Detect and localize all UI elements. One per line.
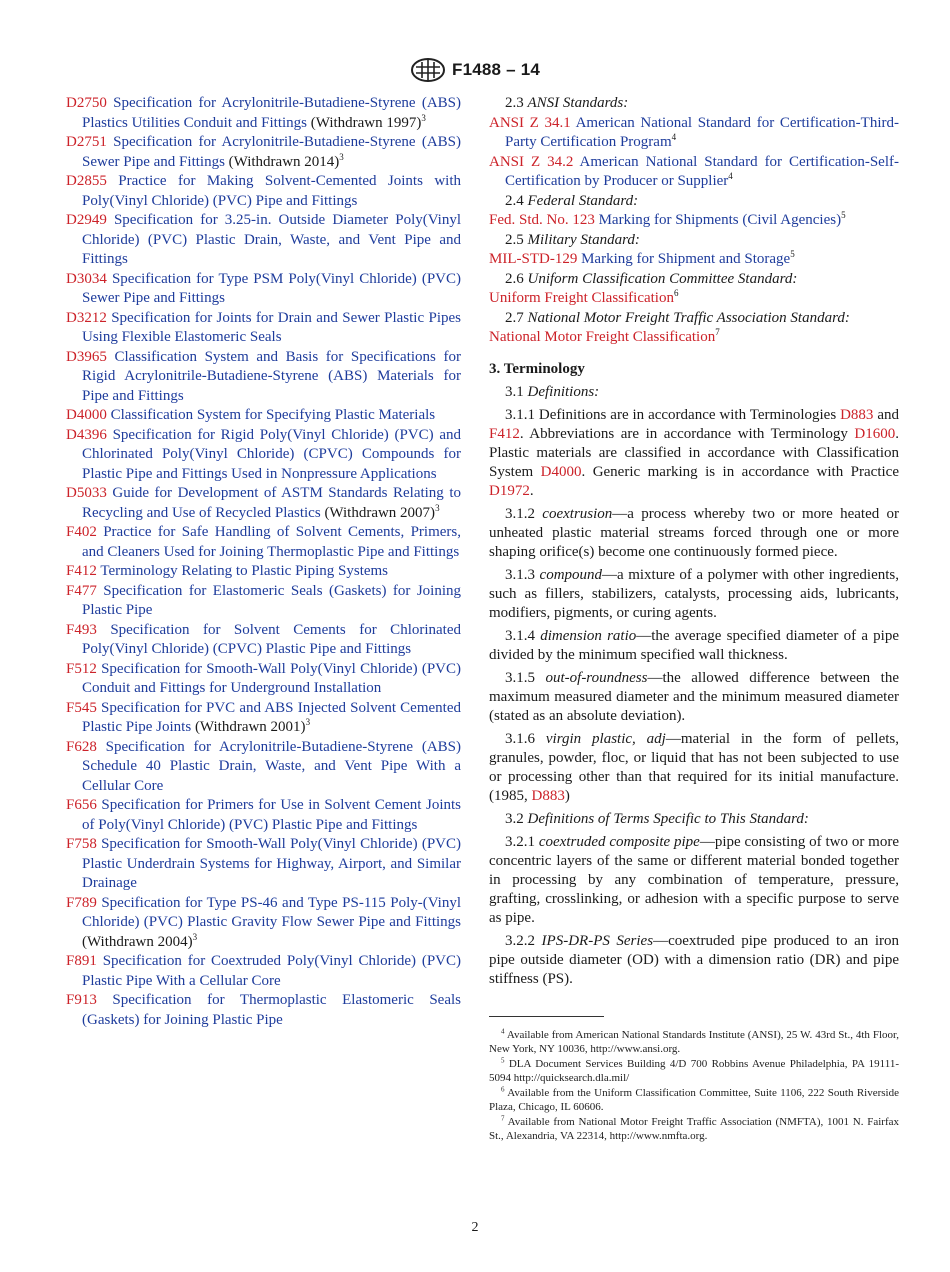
reference-item-f402[interactable]: F402 Practice for Safe Handling of Solvent Cements, Primers, and Cleaners Used for Joining Thermoplastic Pipe and Fittings (66, 524, 462, 560)
section-3-1-2: 3.1.2 coextrusion—a process whereby two or more heated or unheated plastic material streams forced through one or more shaping orifice(s) become one continuously formed piece. (489, 505, 900, 560)
reference-item-f493[interactable]: F493 Specification for Solvent Cements for Chlorinated Poly(Vinyl Chloride) (CPVC) Plastic Pipe and Fittings (66, 621, 462, 657)
standard-uniform-freight[interactable]: Uniform Freight Classification$^6$ (489, 288, 679, 306)
section-3-1-4: 3.1.4 dimension ratio—the average specified diameter of a pipe divided by the minimum specified wall thickness. (489, 627, 899, 663)
reference-item-d5033[interactable]: D5033 Guide for Development of ASTM Standards Relating to Recycling and Use of Recycled Plastics (Withdrawn 2007)$^3$ (66, 485, 461, 521)
reference-item-d3965[interactable]: D3965 Classification System and Basis for Specifications for Rigid Acrylonitrile-Butadiene-Styrene (ABS) Materials for Pipe and Fittings (66, 348, 461, 404)
section-2-7: 2.7 National Motor Freight Traffic Association Standard: (505, 309, 850, 326)
footnote-5: $^5$ DLA Document Services Building 4/D 700 Robbins Avenue Philadelphia, PA 19111-5094 http://quicksearch.dla.mil/ (489, 1056, 899, 1084)
reference-item-f512[interactable]: F512 Specification for Smooth-Wall Poly(Vinyl Chloride) (PVC) Conduit and Fittings for Underground Installation (66, 660, 461, 696)
section-2-6: 2.6 Uniform Classification Committee Standard: (505, 270, 798, 287)
link-d883[interactable]: D883 (840, 406, 874, 423)
reference-item-d2750[interactable]: D2750 Specification for Acrylonitrile-Butadiene-Styrene (ABS) Plastics Utilities Conduit and Fittings (Withdrawn 1997)$^3$ (66, 95, 462, 131)
reference-item-f656[interactable]: F656 Specification for Primers for Use in Solvent Cement Joints of Poly(Vinyl Chloride) (PVC) Plastic Pipe and Fittings (66, 797, 462, 833)
reference-item-f789[interactable]: F789 Specification for Type PS-46 and Type PS-115 Poly-(Vinyl Chloride) (PVC) Plastic Gravity Flow Sewer Pipe and Fittings (Withdrawn 2004)$^3$ (66, 894, 462, 950)
reference-item-f913[interactable]: F913 Specification for Thermoplastic Elastomeric Seals (Gaskets) for Joining Plastic Pipe (66, 992, 462, 1028)
footnote-7: $^7$ Available from National Motor Freight Traffic Association (NMFTA), 1001 N. Fairfax St., Alexandria, VA 22314, http://www.nmfta.org. (489, 1114, 899, 1142)
standard-ansi-z34-1[interactable]: ANSI Z 34.1 American National Standard for Certification-Third-Party Certification Program$^4$ (489, 114, 899, 150)
reference-item-f758[interactable]: F758 Specification for Smooth-Wall Poly(Vinyl Chloride) (PVC) Plastic Underdrain Systems for Highway, Airport, and Similar Drainage (66, 836, 461, 891)
link-d1972[interactable]: D1972 (489, 482, 530, 499)
document-id: F1488 – 14 (451, 60, 540, 79)
footnote-6: $^6$ Available from the Uniform Classification Committee, Suite 1106, 222 South Riverside Plaza, Chicago, IL 60606. (489, 1085, 899, 1113)
link-d1600[interactable]: D1600 (854, 425, 896, 442)
standard-fed-std-123[interactable]: Fed. Std. No. 123 Marking for Shipments (Civil Agencies)$^5$ (489, 210, 846, 228)
reference-item-f412[interactable]: F412 Terminology Relating to Plastic Piping Systems (66, 563, 389, 579)
standard-ansi-z34-2[interactable]: ANSI Z 34.2 American National Standard for Certification-Self-Certification by Producer or Supplier$^4$ (489, 153, 899, 189)
footnote-divider (489, 1016, 604, 1017)
reference-item-f628[interactable]: F628 Specification for Acrylonitrile-Butadiene-Styrene (ABS) Schedule 40 Plastic Drain, Waste, and Vent Pipe With a Cellular Core (66, 738, 462, 794)
footnotes (489, 1028, 899, 1144)
reference-item-d2751[interactable]: D2751 Specification for Acrylonitrile-Butadiene-Styrene (ABS) Sewer Pipe and Fittings (Withdrawn 2014)$^3$ (66, 134, 462, 170)
reference-item-d4000[interactable]: D4000 Classification System for Specifying Plastic Materials (66, 407, 436, 423)
section-3-2: 3.2 Definitions of Terms Specific to This Standard: (505, 810, 809, 827)
link-d4000[interactable]: D4000 (540, 463, 582, 480)
link-f412[interactable]: F412 (489, 425, 520, 442)
section-3-2-1: 3.2.1 coextruded composite pipe—pipe consisting of two or more concentric layers of the same or different material bonded together in processing by any combination of temperature, pressure, grafting, crosslinking, or adhesion with a specific purpose to serve as pipe. (489, 833, 899, 926)
reference-item-f477[interactable]: F477 Specification for Elastomeric Seals (Gaskets) for Joining Plastic Pipe (66, 582, 462, 618)
reference-list (66, 94, 461, 1030)
section-3-1-1: 3.1.1 Definitions are in accordance with Terminologies D883 and F412. Abbreviations are in accordance with Terminology D1600. Plastic materials are classified in accordance with Classification System D4000. Generic marking is in accordance with Practice D1972. (489, 406, 899, 499)
page-header (0, 56, 950, 84)
reference-item-d3212[interactable]: D3212 Specification for Joints for Drain and Sewer Plastic Pipes Using Flexible Elastomeric Seals (66, 309, 461, 345)
section-3-1-3: 3.1.3 compound—a mixture of a polymer with other ingredients, such as fillers, stabilizers, catalysts, processing aids, lubricants, modifiers, pigments, or curing agents. (489, 566, 900, 621)
right-column (489, 94, 899, 993)
reference-item-d2949[interactable]: D2949 Specification for 3.25-in. Outside Diameter Poly(Vinyl Chloride) (PVC) Plastic Drain, Waste, and Vent Pipe and Fittings (66, 212, 462, 267)
reference-item-d3034[interactable]: D3034 Specification for Type PSM Poly(Vinyl Chloride) (PVC) Sewer Pipe and Fittings (66, 270, 462, 306)
section-3-heading: 3. Terminology (489, 360, 585, 377)
referenced-documents-column (66, 94, 461, 1030)
section-3-1-6: 3.1.6 virgin plastic, adj—material in the form of pellets, granules, powder, floc, or liquid that has not been subjected to use or processing other than that required for its initial manufacture. (1985, D883) (489, 730, 899, 804)
reference-item-d4396[interactable]: D4396 Specification for Rigid Poly(Vinyl Chloride) (PVC) and Chlorinated Poly(Vinyl Chloride) (CPVC) Compounds for Plastic Pipe and Fittings Used in Nonpressure Applications (66, 426, 461, 482)
section-2-3: 2.3 ANSI Standards: (505, 95, 629, 111)
section-3-1-5: 3.1.5 out-of-roundness—the allowed difference between the maximum measured diameter and the minimum measured diameter (stated as an absolute deviation). (489, 669, 899, 724)
reference-item-f891[interactable]: F891 Specification for Coextruded Poly(Vinyl Chloride) (PVC) Plastic Pipe With a Cellular Core (66, 953, 462, 989)
section-3-1: 3.1 Definitions: (505, 383, 600, 400)
page-number: 2 (471, 1220, 479, 1235)
section-2-5: 2.5 Military Standard: (505, 231, 640, 248)
reference-item-f545[interactable]: F545 Specification for PVC and ABS Injected Solvent Cemented Plastic Pipe Joints (Withdrawn 2001)$^3$ (66, 699, 461, 735)
standard-national-motor-freight[interactable]: National Motor Freight Classification$^7$ (489, 327, 720, 345)
reference-item-d2855[interactable]: D2855 Practice for Making Solvent-Cemented Joints with Poly(Vinyl Chloride) (PVC) Pipe and Fittings (66, 173, 462, 209)
section-3-2-2: 3.2.2 IPS-DR-PS Series—coextruded pipe produced to an iron pipe outside diameter (OD) with a dimension ratio (DR) and pipe stiffness (PS). (489, 932, 900, 987)
footnote-4: $^4$ Available from American National Standards Institute (ANSI), 25 W. 43rd St., 4th Floor, New York, NY 10036, http://www.ansi.org. (489, 1027, 899, 1055)
section-2-4: 2.4 Federal Standard: (505, 192, 639, 209)
astm-logo-icon (410, 58, 446, 82)
standard-mil-std-129[interactable]: MIL-STD-129 Marking for Shipment and Storage$^5$ (489, 249, 795, 267)
link-d883-b[interactable]: D883 (531, 787, 565, 804)
